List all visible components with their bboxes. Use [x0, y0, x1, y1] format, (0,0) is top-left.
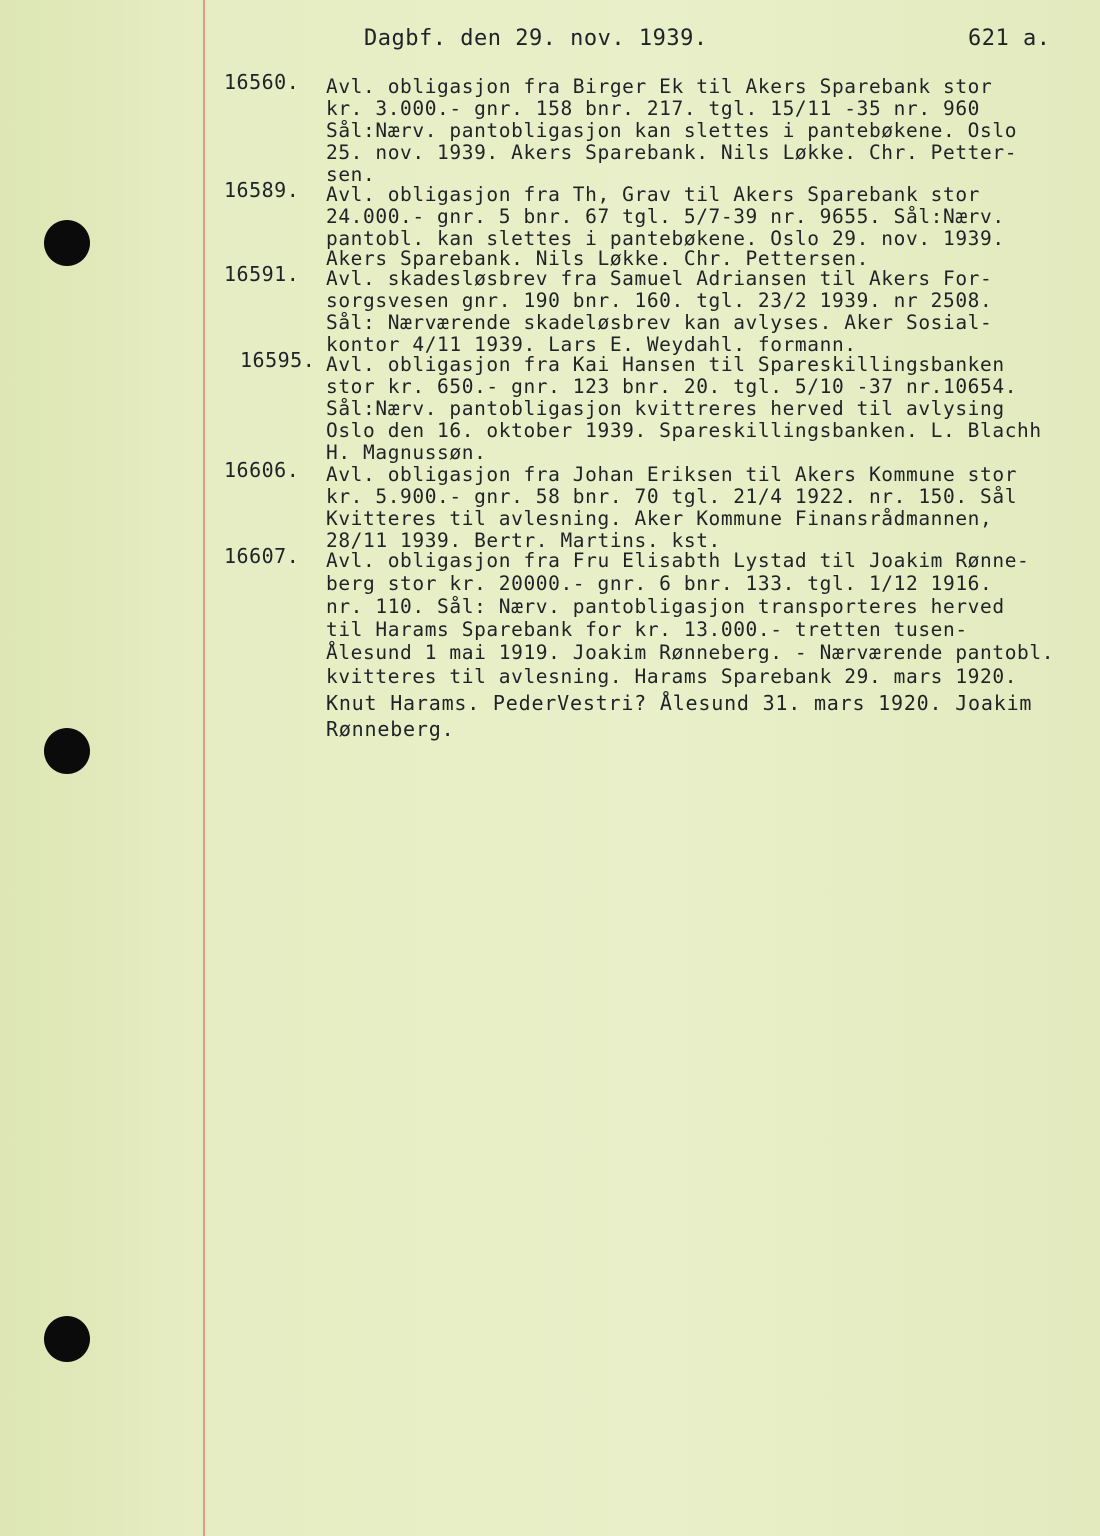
entry-line: Avl. obligasjon fra Birger Ek til Akers Sparebank stor	[326, 75, 993, 98]
punch-hole	[44, 728, 90, 774]
entry-number: 16595.	[240, 348, 316, 372]
entry-number: 16606.	[224, 458, 300, 482]
page-title: Dagbf. den 29. nov. 1939.	[364, 26, 708, 51]
entry-line: til Harams Sparebank for kr. 13.000.- tretten tusen-	[326, 618, 968, 641]
entry-line: Sål:Nærv. pantobligasjon kan slettes i pantebøkene. Oslo	[326, 119, 1018, 142]
entry-line: Knut Harams. PederVestri? Ålesund 31. mars 1920. Joakim	[326, 691, 1033, 715]
entry-line: sorgsvesen gnr. 190 bnr. 160. tgl. 23/2 1939. nr 2508.	[326, 289, 993, 312]
entry-line: Rønneberg.	[326, 717, 455, 741]
entry-line: H. Magnussøn.	[326, 441, 487, 464]
entry-line: Oslo den 16. oktober 1939. Spareskillingsbanken. L. Blachh	[326, 419, 1042, 442]
entry-line: 24.000.- gnr. 5 bnr. 67 tgl. 5/7-39 nr. 9655. Sål:Nærv.	[326, 205, 1005, 228]
entry-line: 25. nov. 1939. Akers Sparebank. Nils Løkke. Chr. Petter-	[326, 141, 1018, 164]
entry-line: sen.	[326, 163, 376, 186]
entry-line: Avl. obligasjon fra Th, Grav til Akers Sparebank stor	[326, 183, 981, 206]
entry-line: Ålesund 1 mai 1919. Joakim Rønneberg. - Nærværende pantobl.	[326, 641, 1055, 664]
entry-line: kr. 3.000.- gnr. 158 bnr. 217. tgl. 15/11 -35 nr. 960	[326, 97, 981, 120]
entry-line: pantobl. kan slettes i pantebøkene. Oslo 29. nov. 1939.	[326, 227, 1005, 250]
entry-line: Akers Sparebank. Nils Løkke. Chr. Pettersen.	[326, 247, 869, 270]
entry-line: berg stor kr. 20000.- gnr. 6 bnr. 133. tgl. 1/12 1916.	[326, 572, 993, 595]
entry-line: 28/11 1939. Bertr. Martins. kst.	[326, 529, 721, 552]
page-number: 621 a.	[968, 26, 1051, 51]
entry-line: Avl. obligasjon fra Johan Eriksen til Akers Kommune stor	[326, 463, 1018, 486]
entry-number: 16589.	[224, 178, 300, 202]
entry-line: nr. 110. Sål: Nærv. pantobligasjon transporteres herved	[326, 595, 1005, 618]
entry-line: kontor 4/11 1939. Lars E. Weydahl. formann.	[326, 333, 857, 356]
entry-line: stor kr. 650.- gnr. 123 bnr. 20. tgl. 5/10 -37 nr.10654.	[326, 375, 1018, 398]
entry-line: kr. 5.900.- gnr. 58 bnr. 70 tgl. 21/4 1922. nr. 150. Sål	[326, 485, 1018, 508]
entry-number: 16560.	[224, 70, 300, 94]
entry-line: Kvitteres til avlesning. Aker Kommune Finansrådmannen,	[326, 507, 993, 530]
entry-line: Avl. obligasjon fra Fru Elisabth Lystad til Joakim Rønne-	[326, 549, 1030, 572]
entry-line: Avl. skadesløsbrev fra Samuel Adriansen til Akers For-	[326, 267, 993, 290]
entry-line: Sål: Nærværende skadeløsbrev kan avlyses. Aker Sosial-	[326, 311, 993, 334]
entry-number: 16607.	[224, 544, 300, 568]
punch-hole	[44, 1316, 90, 1362]
punch-hole	[44, 220, 90, 266]
entry-line: Sål:Nærv. pantobligasjon kvittreres herved til avlysing	[326, 397, 1005, 420]
entry-number: 16591.	[224, 262, 300, 286]
entry-line: kvitteres til avlesning. Harams Sparebank 29. mars 1920.	[326, 665, 1018, 688]
margin-rule	[203, 0, 205, 1536]
entry-line: Avl. obligasjon fra Kai Hansen til Spareskillingsbanken	[326, 353, 1005, 376]
